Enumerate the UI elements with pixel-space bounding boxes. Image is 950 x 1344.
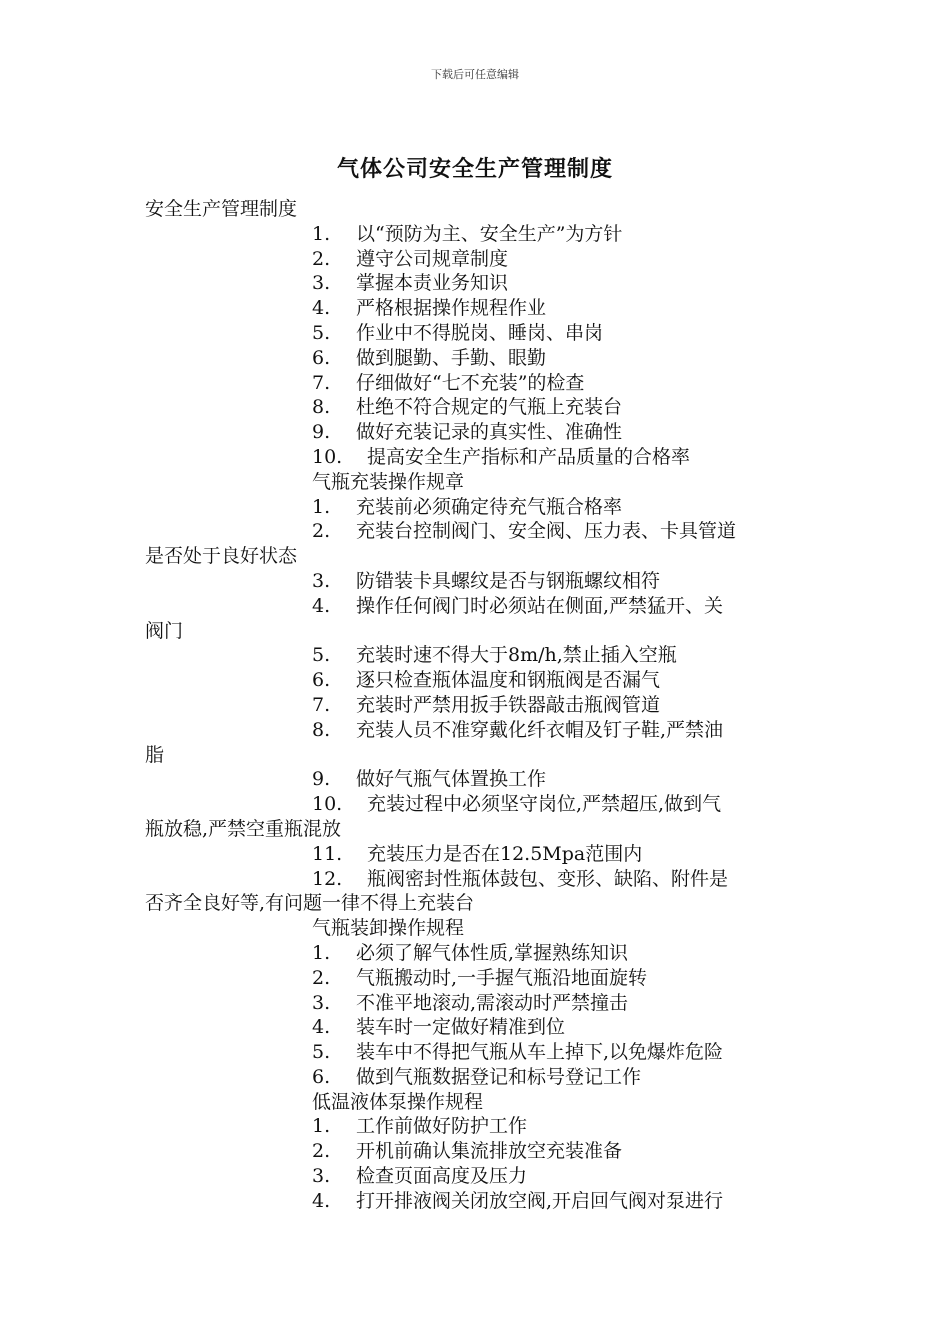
item-text: 打开排液阀关闭放空阀,开启回气阀对泵进行 [356, 1189, 724, 1212]
item-number: 9. [312, 421, 331, 444]
list-item [145, 445, 810, 470]
item-number: 1. [312, 941, 331, 964]
item-number: 2. [312, 1140, 331, 1163]
item-number: 2. [312, 966, 331, 989]
intro-heading: 安全生产管理制度 [145, 198, 298, 220]
item-text: 不准平地滚动,需滚动时严禁撞击 [356, 991, 629, 1014]
item-number: 12. [312, 867, 343, 890]
list-item [145, 1114, 810, 1139]
item-text: 装车中不得把气瓶从车上掉下,以免爆炸危险 [356, 1041, 724, 1064]
item-text: 装车时一定做好精准到位 [356, 1016, 566, 1039]
item-text: 开机前确认集流排放空充装准备 [356, 1140, 623, 1163]
item-number: 8. [312, 718, 331, 741]
item-number: 4. [312, 594, 331, 617]
item-text: 严格根据操作规程作业 [356, 297, 547, 320]
item-number: 10. [312, 445, 343, 468]
list-item [145, 842, 810, 867]
item-number: 1. [312, 495, 331, 518]
list-item [145, 519, 810, 544]
item-number: 7. [312, 693, 331, 716]
list-item [145, 222, 810, 247]
item-text: 充装时严禁用扳手铁器敲击瓶阀管道 [356, 693, 661, 716]
document-body [145, 197, 810, 1214]
list-item [145, 1139, 810, 1164]
item-text: 充装压力是否在12.5Mpa范围内 [367, 842, 643, 865]
item-number: 3. [312, 569, 331, 592]
item-continuation: 否齐全良好等,有问题一律不得上充装台 [145, 892, 475, 915]
item-number: 10. [312, 793, 343, 816]
item-text: 仔细做好“七不充装”的检查 [356, 371, 585, 394]
item-number: 8. [312, 396, 331, 419]
list-item [145, 346, 810, 371]
list-item [145, 395, 810, 420]
document-title: 气体公司安全生产管理制度 [336, 156, 613, 182]
item-number: 5. [312, 1041, 331, 1064]
item-number: 5. [312, 644, 331, 667]
item-number: 4. [312, 1189, 331, 1212]
header-note: 下载后可任意编辑 [431, 68, 519, 81]
list-item [145, 1164, 810, 1189]
list-item [145, 1040, 810, 1065]
item-number: 1. [312, 222, 331, 245]
item-number: 2. [312, 520, 331, 543]
item-text: 杜绝不符合规定的气瓶上充装台 [356, 396, 623, 419]
item-text: 必须了解气体性质,掌握熟练知识 [356, 941, 629, 964]
item-text: 以“预防为主、安全生产”为方针 [356, 222, 623, 245]
item-text: 充装过程中必须坚守岗位,严禁超压,做到气 [367, 793, 722, 816]
item-number: 7. [312, 371, 331, 394]
item-text: 防错装卡具螺纹是否与钢瓶螺纹相符 [356, 569, 661, 592]
item-text: 工作前做好防护工作 [356, 1115, 528, 1138]
list-item [145, 495, 810, 520]
list-item [145, 247, 810, 272]
section-heading: 低温液体泵操作规程 [312, 1090, 484, 1113]
item-number: 4. [312, 1016, 331, 1039]
item-text: 检查页面高度及压力 [356, 1165, 528, 1188]
list-item [145, 594, 810, 619]
item-number: 6. [312, 346, 331, 369]
item-text: 做好气瓶气体置换工作 [356, 768, 547, 791]
list-item [145, 792, 810, 817]
item-text: 做到腿勤、手勤、眼勤 [356, 346, 547, 369]
item-text: 充装前必须确定待充气瓶合格率 [356, 495, 623, 518]
item-text: 操作任何阀门时必须站在侧面,严禁猛开、关 [356, 594, 724, 617]
list-item [145, 420, 810, 445]
list-item [145, 941, 810, 966]
item-text: 瓶阀密封性瓶体鼓包、变形、缺陷、附件是 [367, 867, 729, 890]
item-number: 3. [312, 991, 331, 1014]
item-continuation: 瓶放稳,严禁空重瓶混放 [145, 817, 342, 840]
list-item [145, 966, 810, 991]
item-number: 5. [312, 321, 331, 344]
list-item [145, 1015, 810, 1040]
item-number: 11. [312, 842, 343, 865]
item-text: 做到气瓶数据登记和标号登记工作 [356, 1065, 642, 1088]
item-text: 遵守公司规章制度 [356, 247, 509, 270]
list-item [145, 767, 810, 792]
list-item [145, 991, 810, 1016]
item-text: 充装时速不得大于8m/h,禁止插入空瓶 [356, 644, 677, 667]
section-heading: 气瓶充装操作规章 [312, 470, 465, 493]
list-item [145, 867, 810, 892]
item-number: 2. [312, 247, 331, 270]
item-number: 6. [312, 669, 331, 692]
item-number: 3. [312, 1165, 331, 1188]
list-item [145, 1065, 810, 1090]
list-item [145, 1189, 810, 1214]
list-item [145, 718, 810, 743]
list-item [145, 321, 810, 346]
item-number: 3. [312, 272, 331, 295]
list-item [145, 271, 810, 296]
item-text: 逐只检查瓶体温度和钢瓶阀是否漏气 [356, 669, 661, 692]
item-continuation: 脂 [145, 743, 165, 766]
item-continuation: 是否处于良好状态 [145, 545, 298, 568]
list-item [145, 371, 810, 396]
item-text: 提高安全生产指标和产品质量的合格率 [367, 445, 691, 468]
list-item [145, 693, 810, 718]
item-number: 6. [312, 1065, 331, 1088]
list-item [145, 296, 810, 321]
item-number: 4. [312, 297, 331, 320]
item-text: 做好充装记录的真实性、准确性 [356, 421, 623, 444]
list-item [145, 668, 810, 693]
item-number: 9. [312, 768, 331, 791]
section-heading: 气瓶装卸操作规程 [312, 917, 465, 940]
list-item [145, 643, 810, 668]
item-text: 充装台控制阀门、安全阀、压力表、卡具管道 [356, 520, 737, 543]
list-item [145, 569, 810, 594]
item-text: 气瓶搬动时,一手握气瓶沿地面旋转 [356, 966, 648, 989]
item-text: 掌握本责业务知识 [356, 272, 509, 295]
item-continuation: 阀门 [145, 619, 184, 642]
item-text: 作业中不得脱岗、睡岗、串岗 [356, 321, 604, 344]
item-text: 充装人员不准穿戴化纤衣帽及钉子鞋,严禁油 [356, 718, 724, 741]
item-number: 1. [312, 1115, 331, 1138]
